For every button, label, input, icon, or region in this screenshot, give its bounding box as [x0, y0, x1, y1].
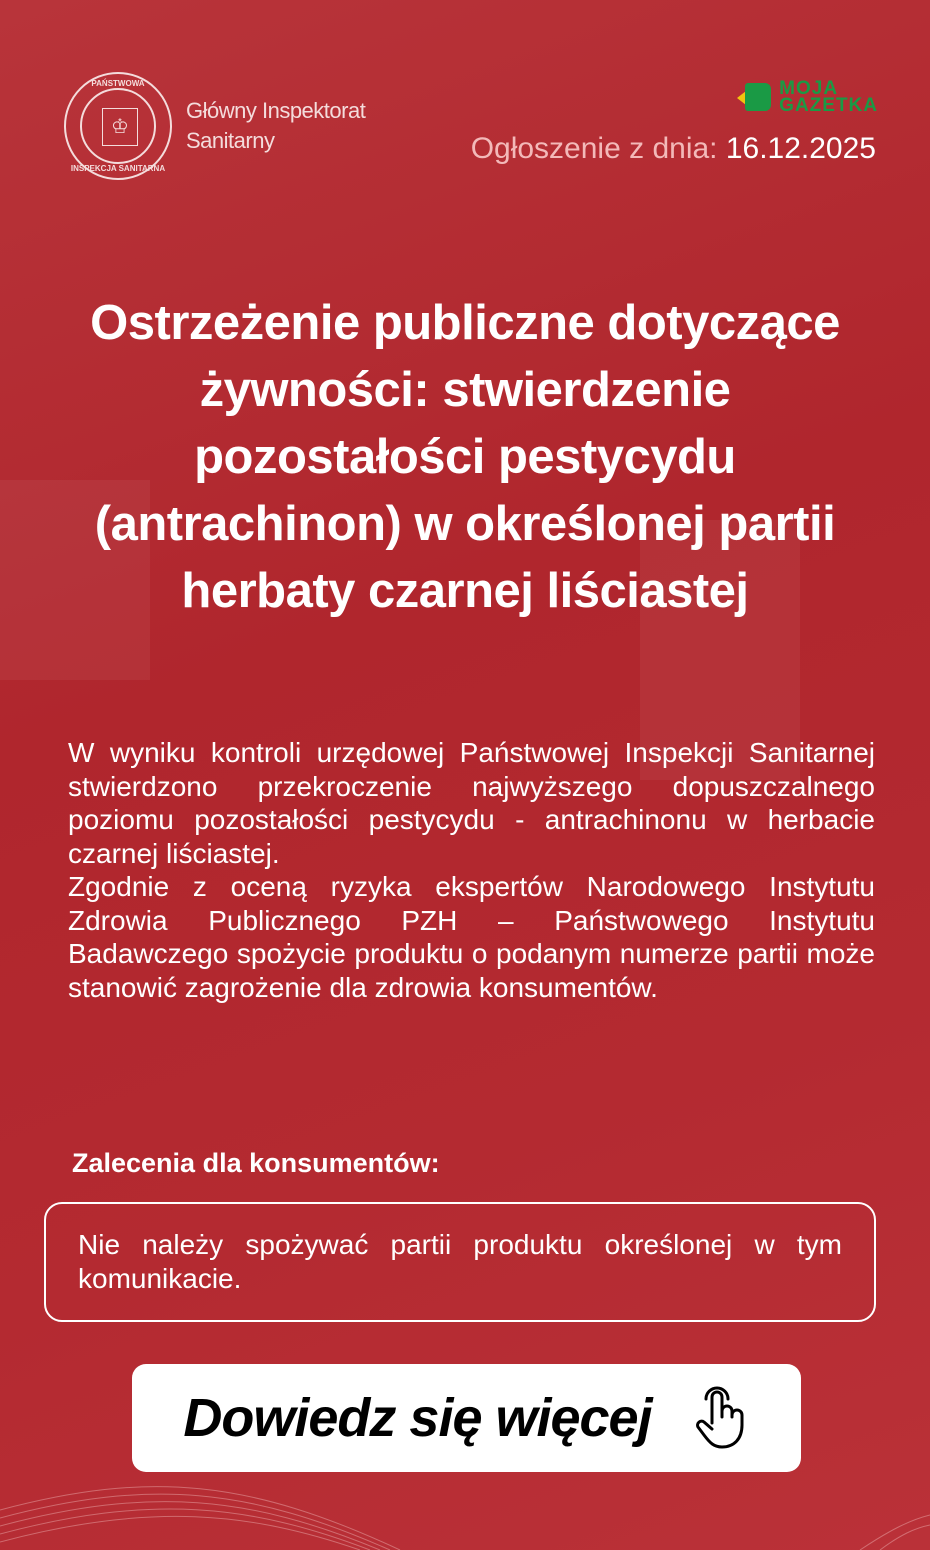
page-title: Ostrzeżenie publiczne dotyczące żywności: stwierdzenie pozostałości pestycydu (antrachinon) w określonej partii herbaty czarnej liściastej — [90, 296, 840, 618]
recommendations-label: Zalecenia dla konsumentów: — [72, 1148, 440, 1178]
moja-gazetka-logo — [737, 80, 878, 114]
org-line-2: Sanitarny — [186, 128, 275, 153]
seal-text-bottom: INSPEKCJA SANITARNA — [70, 164, 166, 173]
seal-text-top: PAŃSTWOWA — [91, 79, 145, 88]
recommendations-box: Nie należy spożywać partii produktu określonej w tym komunikacie. — [44, 1202, 876, 1322]
decorative-waves — [0, 1470, 930, 1550]
body-paragraph: Zgodnie z oceną ryzyka ekspertów Narodowego Instytutu Zdrowia Publicznego PZH – Państwowego Instytutu Badawczego spożycie produktu o podanym numerze partii może stanowić zagrożenie dla zdrowia konsumentów. — [68, 871, 875, 1003]
announcement-body — [68, 736, 875, 1004]
org-line-1: Główny Inspektorat — [186, 98, 366, 123]
gis-seal-logo — [64, 72, 172, 180]
hand-pointer-icon — [692, 1385, 750, 1451]
date-label: Ogłoszenie z dnia: — [470, 132, 718, 165]
brand-line-1: MOJA — [779, 78, 839, 99]
body-paragraph: W wyniku kontroli urzędowej Państwowej Inspekcji Sanitarnej stwierdzono przekroczenie najwyższego dopuszczalnego poziomu pozostałości pestycydu - antrachinonu w herbacie czarnej liściastej. — [68, 737, 875, 869]
announcement-date — [471, 132, 876, 166]
learn-more-label: Dowiedz się więcej — [183, 1388, 652, 1448]
eagle-icon: ♔ — [102, 108, 138, 146]
brand-line-2: GAZETKA — [779, 95, 878, 116]
organization-name — [186, 96, 365, 156]
date-value: 16.12.2025 — [725, 132, 876, 165]
price-tag-icon — [737, 83, 773, 111]
learn-more-button[interactable] — [132, 1364, 801, 1472]
